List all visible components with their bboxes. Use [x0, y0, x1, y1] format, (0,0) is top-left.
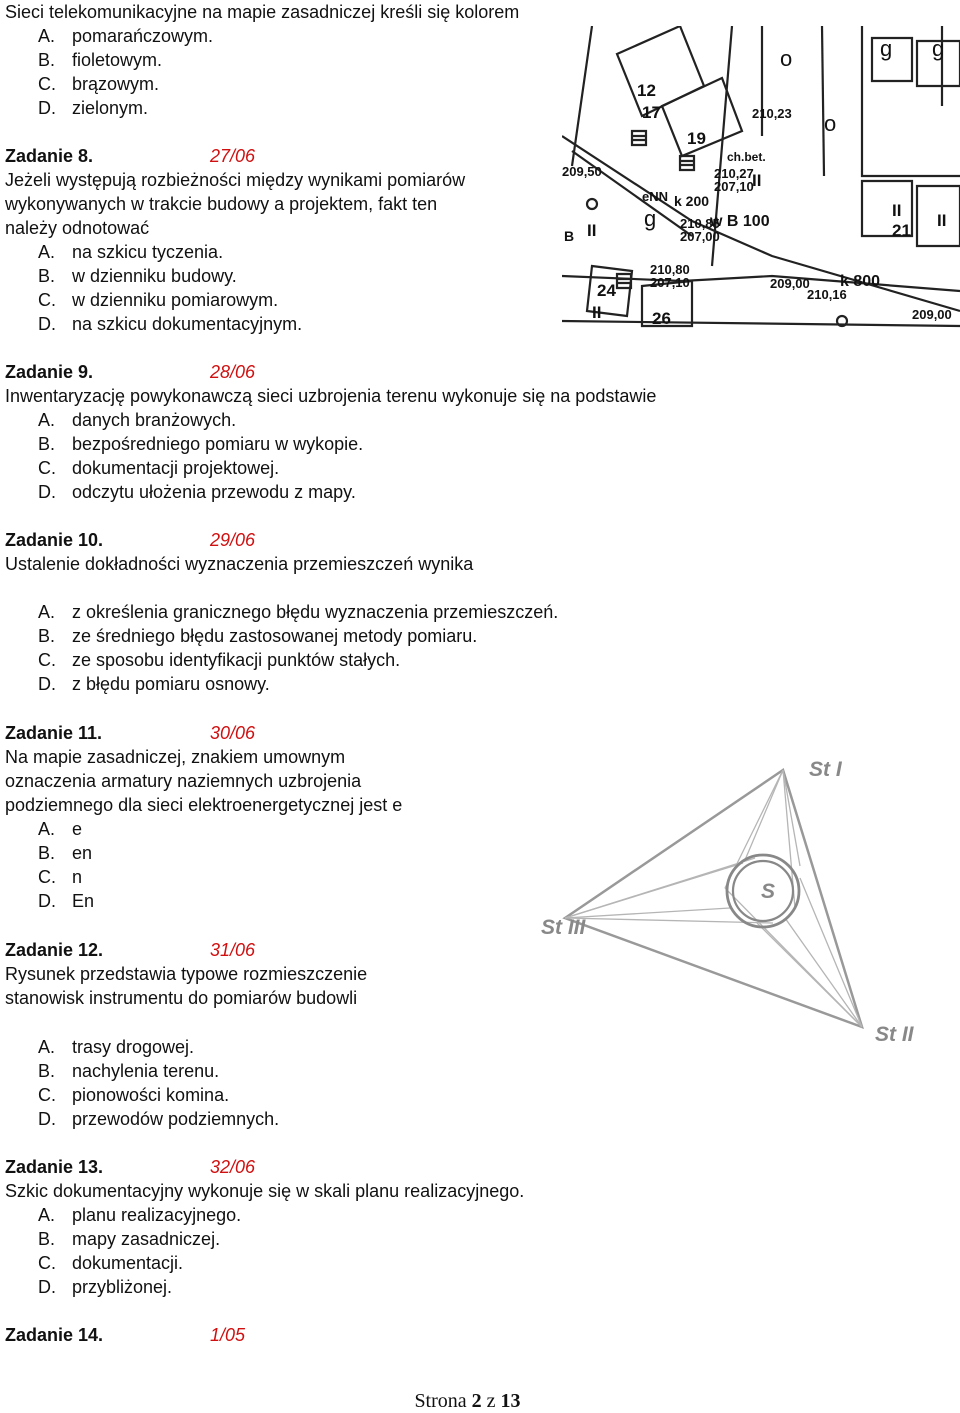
q9-option-d: D. odczytu ułożenia przewodu z mapy. — [38, 482, 356, 502]
map-label: o — [824, 111, 837, 136]
map-label: 207,10 — [714, 179, 754, 194]
question-14-title: Zadanie 14. — [5, 1325, 104, 1345]
q7-option-a: A. pomarańczowym. — [38, 26, 214, 46]
footer-separator: z — [486, 1390, 496, 1412]
map-label: 19 — [687, 129, 706, 148]
q11-option-a: A. e — [38, 819, 83, 839]
question-11-text-line: oznaczenia armatury naziemnych uzbrojenia — [5, 771, 362, 791]
map-label: 21 — [892, 221, 911, 240]
map-label: 210,80 — [650, 262, 690, 277]
map-label: g — [932, 36, 945, 61]
station-layout-figure — [525, 748, 920, 1058]
question-13-text-line: Szkic dokumentacyjny wykonuje się w skali planu realizacyjnego. — [5, 1181, 525, 1201]
map-label: 207,00 — [680, 229, 720, 244]
question-10-code: 29/06 — [210, 530, 256, 550]
question-11-text-line: podziemnego dla sieci elektroenergetycznej jest e — [5, 795, 403, 815]
q13-option-a: A. planu realizacyjnego. — [38, 1205, 242, 1225]
question-10-text-line: Ustalenie dokładności wyznaczenia przemieszczeń wynika — [5, 554, 474, 574]
map-fragment-figure — [562, 26, 960, 332]
map-label: k 200 — [674, 193, 710, 209]
station-label-st2: St II — [875, 1023, 914, 1046]
map-label: 210,85 — [680, 216, 720, 231]
footer-page-total: 13 — [500, 1390, 521, 1412]
q12-option-b: B. nachylenia terenu. — [38, 1061, 220, 1081]
question-8-text-line: Jeżeli występują rozbieżności między wynikami pomiarów — [5, 170, 466, 190]
station-label-st3: St III — [541, 916, 586, 939]
map-label: g — [880, 36, 893, 61]
map-label: k 800 — [840, 273, 881, 290]
q11-option-b: B. en — [38, 843, 93, 863]
q8-option-b: B. w dzienniku budowy. — [38, 266, 237, 286]
map-label: II — [892, 201, 902, 220]
q12-option-c: C. pionowości komina. — [38, 1085, 230, 1105]
q10-option-b: B. ze średniego błędu zastosowanej metody pomiaru. — [38, 626, 478, 646]
q13-option-b: B. mapy zasadniczej. — [38, 1229, 221, 1249]
question-11-code: 30/06 — [210, 723, 256, 743]
map-label: 210,27 — [714, 166, 754, 181]
q7-option-c: C. brązowym. — [38, 74, 160, 94]
question-12-text-line: stanowisk instrumentu do pomiarów budowli — [5, 988, 358, 1008]
question-8-text-line: należy odnotować — [5, 218, 150, 238]
question-12-text-line: Rysunek przedstawia typowe rozmieszczenie — [5, 964, 368, 984]
question-8-text-line: wykonywanych w trakcie budowy a projektem, fakt ten — [5, 194, 438, 214]
question-8-code: 27/06 — [210, 146, 256, 166]
question-14-code: 1/05 — [210, 1325, 246, 1345]
question-13-code: 32/06 — [210, 1157, 256, 1177]
question-9-text-line: Inwentaryzację powykonawczą sieci uzbrojenia terenu wykonuje się na podstawie — [5, 386, 657, 406]
map-label: 210,23 — [752, 106, 792, 121]
map-label: 17 — [642, 103, 661, 122]
map-label: II — [752, 171, 762, 190]
q7-option-b: B. fioletowym. — [38, 50, 163, 70]
question-12-code: 31/06 — [210, 940, 256, 960]
map-label: w B 100 — [710, 213, 770, 230]
question-8-title: Zadanie 8. — [5, 146, 94, 166]
q10-option-d: D. z błędu pomiaru osnowy. — [38, 674, 270, 694]
q12-option-a: A. trasy drogowej. — [38, 1037, 195, 1057]
map-label: 209,00 — [770, 276, 810, 291]
map-label: 24 — [597, 281, 616, 300]
question-10-title: Zadanie 10. — [5, 530, 104, 550]
page-footer — [0, 1390, 935, 1413]
station-center-label: S — [761, 880, 776, 903]
map-label: eNN — [642, 189, 669, 204]
map-label: 12 — [637, 81, 656, 100]
question-9-code: 28/06 — [210, 362, 256, 382]
q9-option-a: A. danych branżowych. — [38, 410, 237, 430]
map-label: 209,00 — [912, 307, 952, 322]
q7-option-d: D. zielonym. — [38, 98, 149, 118]
map-label: II — [937, 211, 947, 230]
q9-option-c: C. dokumentacji projektowej. — [38, 458, 280, 478]
map-label: II — [592, 303, 602, 322]
map-label: 209,50 — [562, 164, 602, 179]
map-label: II — [587, 221, 597, 240]
q12-option-d: D. przewodów podziemnych. — [38, 1109, 280, 1129]
map-label: ch.bet. — [727, 150, 766, 164]
q13-option-c: C. dokumentacji. — [38, 1253, 184, 1273]
q10-option-a: A. z określenia granicznego błędu wyznaczenia przemieszczeń. — [38, 602, 559, 622]
q8-option-a: A. na szkicu tyczenia. — [38, 242, 224, 262]
q8-option-c: C. w dzienniku pomiarowym. — [38, 290, 279, 310]
station-label-st1: St I — [809, 758, 842, 781]
question-13-title: Zadanie 13. — [5, 1157, 104, 1177]
map-label: 210,16 — [807, 287, 847, 302]
map-label: o — [780, 46, 793, 71]
map-label: 207,10 — [650, 275, 690, 290]
map-label: g — [644, 206, 657, 231]
q11-option-c: C. n — [38, 867, 83, 887]
q9-option-b: B. bezpośredniego pomiaru w wykopie. — [38, 434, 364, 454]
question-7-text: Sieci telekomunikacyjne na mapie zasadniczej kreśli się kolorem — [5, 2, 520, 22]
question-9-title: Zadanie 9. — [5, 362, 94, 382]
q10-option-c: C. ze sposobu identyfikacji punktów stałych. — [38, 650, 401, 670]
footer-prefix: Strona — [414, 1390, 467, 1412]
map-label: B — [564, 228, 575, 244]
question-12-title: Zadanie 12. — [5, 940, 104, 960]
q13-option-d: D. przybliżonej. — [38, 1277, 173, 1297]
map-label: 26 — [652, 309, 671, 328]
question-11-title: Zadanie 11. — [5, 723, 103, 743]
question-11-text-line: Na mapie zasadniczej, znakiem umownym — [5, 747, 346, 767]
q11-option-d: D. En — [38, 891, 95, 911]
q8-option-d: D. na szkicu dokumentacyjnym. — [38, 314, 303, 334]
footer-page-number: 2 — [471, 1390, 482, 1412]
